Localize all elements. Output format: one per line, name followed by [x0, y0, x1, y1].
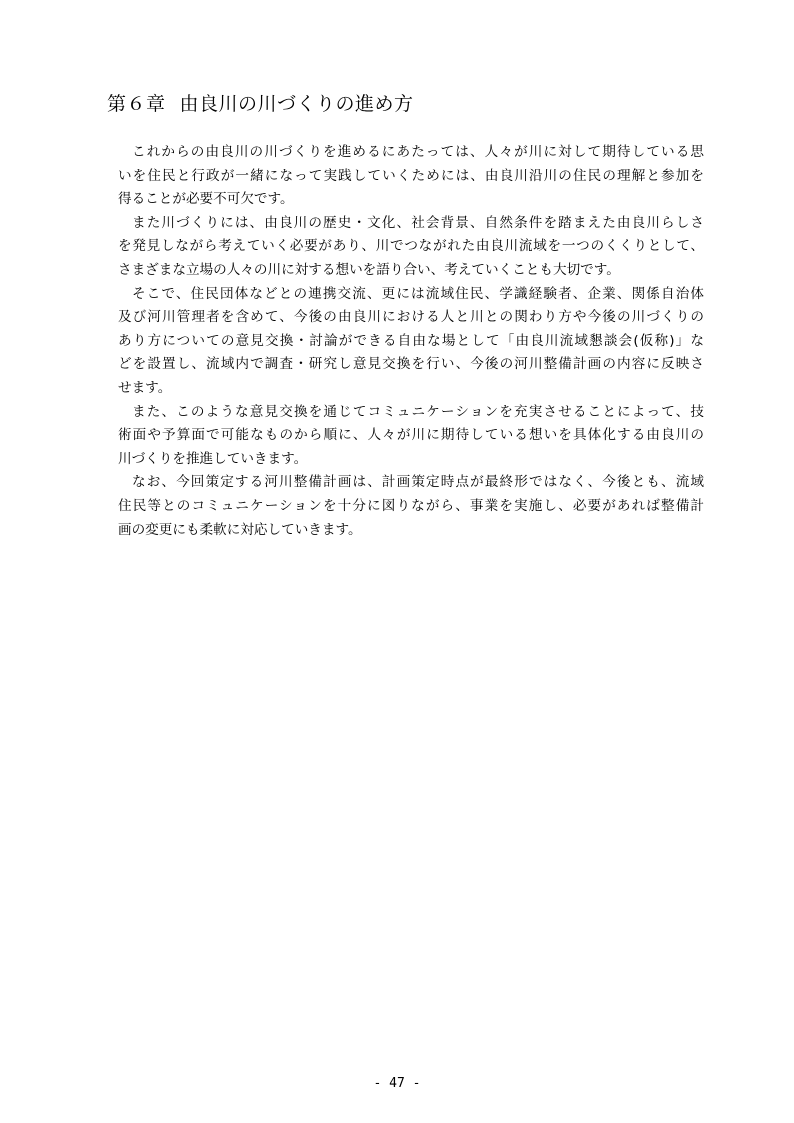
paragraph-line: 川づくりを推進していきます。 — [118, 450, 308, 467]
paragraph-line: 術面や予算面で可能なものから順に、人々が川に期待している想いを具体化する由良川の — [118, 427, 704, 444]
paragraph — [118, 471, 704, 542]
paragraph-line: これからの由良川の川づくりを進めるにあたっては、人々が川に対して期待している思 — [132, 144, 704, 160]
paragraph-line: を発見しながら考えていく必要があり、川でつながれた由良川流域を一つのくくりとして、 — [118, 238, 704, 255]
paragraph-line: どを設置し、流域内で調査・研究し意見交換を行い、今後の河川整備計画の内容に反映さ — [118, 356, 704, 373]
paragraph-line: 住民等とのコミュニケーションを十分に図りながら、事業を実施し、必要があれば整備計 — [118, 497, 704, 514]
paragraph-line: 及び河川管理者を含めて、今後の由良川における人と川との関わり方や今後の川づくりの — [118, 309, 704, 326]
chapter-title-text: 由良川の川づくりの進め方 — [179, 93, 414, 115]
paragraph-line: いを住民と行政が一緒になって実践していくためには、由良川沿川の住民の理解と参加を — [118, 167, 704, 184]
paragraph — [118, 401, 704, 472]
paragraph-line: また、このような意見交換を通じてコミュニケーションを充実させることによって、技 — [132, 403, 704, 420]
paragraph-line: 得ることが必要不可欠です。 — [118, 191, 294, 208]
paragraph — [118, 212, 704, 283]
paragraph-line: なお、今回策定する河川整備計画は、計画策定時点が最終形ではなく、今後とも、流域 — [132, 474, 704, 491]
paragraph-line: また川づくりには、由良川の歴史・文化、社会背景、自然条件を踏まえた由良川らしさ — [132, 214, 704, 231]
body-text — [118, 141, 704, 542]
page-number: - 47 - — [373, 1076, 421, 1091]
paragraph-line: 画の変更にも柔軟に対応していきます。 — [118, 521, 362, 538]
paragraph-line: さまざまな立場の人々の川に対する想いを語り合い、考えていくことも大切です。 — [118, 261, 620, 278]
paragraph-line: そこで、住民団体などとの連携交流、更には流域住民、学識経験者、企業、関係自治体 — [132, 285, 704, 302]
paragraph-line: せます。 — [118, 379, 172, 396]
paragraph — [118, 141, 704, 212]
paragraph-line: あり方についての意見交換・討論ができる自由な場として「由良川流域懇談会(仮称)」な — [118, 332, 704, 349]
paragraph — [118, 283, 704, 401]
chapter-number: 第６章 — [107, 93, 166, 115]
chapter-heading — [107, 92, 414, 116]
